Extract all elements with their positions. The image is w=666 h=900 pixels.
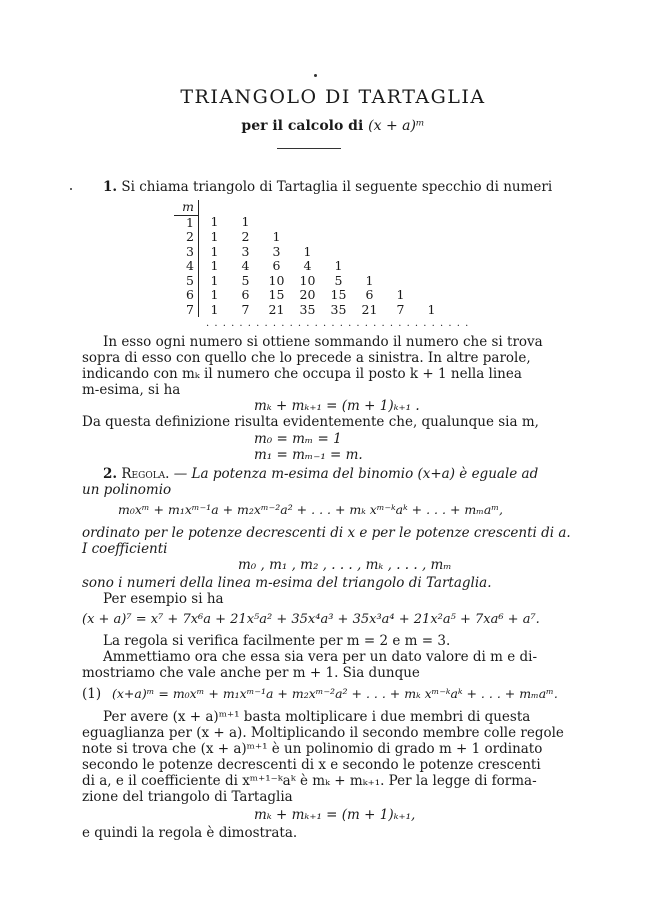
triangle-cell: 1	[365, 272, 374, 288]
triangle-row	[174, 230, 447, 245]
triangle-cell: 1	[210, 229, 219, 244]
paragraph-line: mostriamo che vale anche per m + 1. Sia dunque	[82, 665, 420, 681]
paragraph-line: In esso ogni numero si ottiene sommando il numero che si trova	[103, 334, 543, 350]
triangle-row	[174, 259, 447, 274]
paragraph-line: La regola si verifica facilmente per m = 2 e m = 3.	[103, 633, 451, 649]
triangle-cell: 7	[396, 301, 405, 317]
paragraph-line: Per avere (x + a)ᵐ⁺¹ basta moltiplicare i due membri di questa	[103, 709, 531, 725]
subtitle-prefix: per il calcolo di	[241, 118, 364, 134]
triangle-row	[174, 288, 447, 303]
equation: m₀xᵐ + m₁xᵐ⁻¹a + m₂xᵐ⁻²a² + . . . + mₖ xᵐ⁻ᵏaᵏ + . . . + mₘaᵐ,	[118, 502, 504, 517]
section-2-heading	[103, 466, 538, 482]
triangle-row	[174, 215, 447, 230]
triangle-row	[174, 274, 447, 289]
triangle-cell: 1	[334, 258, 343, 273]
triangle-row-index: 7	[174, 303, 199, 318]
triangle-cell	[354, 245, 385, 260]
section-1-intro	[103, 179, 552, 195]
triangle-cell: 1	[241, 214, 250, 230]
paragraph-line: indicando con mₖ il numero che occupa il posto k + 1 nella linea	[82, 366, 522, 382]
equation: m₀ , m₁ , m₂ , . . . , mₖ , . . . , mₘ	[238, 557, 452, 573]
triangle-cell	[416, 274, 447, 289]
triangle-cell: 6	[272, 258, 281, 273]
triangle-cell	[385, 259, 416, 274]
paragraph-line: I coefficienti	[82, 541, 168, 557]
paragraph-line: di a, e il coefficiente di xᵐ⁺¹⁻ᵏaᵏ è mₖ + mₖ₊₁. Per la legge di forma-	[82, 773, 537, 789]
triangle-cell	[354, 215, 385, 230]
triangle-cell	[416, 215, 447, 230]
triangle-cell: 5	[334, 272, 343, 288]
triangle-cell: 1	[210, 243, 219, 259]
triangle-cell	[385, 245, 416, 260]
paragraph-line: zione del triangolo di Tartaglia	[82, 789, 293, 805]
triangle-cell: 4	[241, 258, 250, 273]
triangle-cell: 1	[272, 229, 281, 244]
subtitle-math: (x + a)ᵐ	[368, 118, 425, 134]
equation: (x + a)⁷ = x⁷ + 7x⁶a + 21x⁵a² + 35x⁴a³ + 35x³a⁴ + 21x²a⁵ + 7xa⁶ + a⁷.	[82, 612, 540, 627]
triangle-cell: 1	[427, 301, 436, 317]
triangle-cell: 1	[210, 258, 219, 273]
title-rule	[277, 148, 341, 149]
triangle-cell: 4	[303, 258, 312, 273]
equation: m₀ = mₘ = 1	[254, 431, 342, 447]
decorative-dot	[314, 74, 317, 77]
triangle-cell: 6	[365, 287, 374, 302]
paragraph-line: Per esempio si ha	[103, 591, 224, 607]
triangle-cell	[323, 245, 354, 260]
section-2-title: Regola.	[121, 466, 170, 482]
triangle-cell	[292, 230, 323, 245]
page-subtitle	[0, 118, 666, 134]
triangle-row	[174, 245, 447, 260]
paragraph-line: sono i numeri della linea m-esima del triangolo di Tartaglia.	[82, 575, 492, 591]
equation: mₖ + mₖ₊₁ = (m + 1)ₖ₊₁ .	[254, 398, 420, 414]
triangle-cell: 5	[241, 272, 250, 288]
triangle-row-index: 1	[174, 215, 199, 230]
paragraph-line: sopra di esso con quello che lo precede a sinistra. In altre parole,	[82, 350, 531, 366]
triangle-cell: 7	[241, 301, 250, 317]
triangle-cell: 1	[210, 287, 219, 302]
triangle-cell: 2	[241, 229, 250, 244]
equation: mₖ + mₖ₊₁ = (m + 1)ₖ₊₁,	[254, 807, 416, 823]
equation: m₁ = mₘ₋₁ = m.	[254, 447, 363, 463]
margin-dot	[70, 188, 72, 190]
triangle-row-index: 5	[174, 274, 199, 289]
paragraph-line: ordinato per le potenze decrescenti di x e per le potenze crescenti di a.	[82, 525, 571, 541]
equation: (x+a)ᵐ = m₀xᵐ + m₁xᵐ⁻¹a + m₂xᵐ⁻²a² + . . . + mₖ xᵐ⁻ᵏaᵏ + . . . + mₘaᵐ.	[112, 686, 558, 701]
section-2-number: 2.	[103, 466, 118, 482]
triangle-cell: 1	[396, 287, 405, 302]
triangle-row-index: 2	[174, 230, 199, 245]
triangle-cell	[416, 230, 447, 245]
triangle-cell: 1	[210, 272, 219, 288]
triangle-cell	[323, 215, 354, 230]
paragraph-line: Ammettiamo ora che essa sia vera per un dato valore di m e di-	[103, 649, 538, 665]
triangle-cell	[292, 215, 323, 230]
tartaglia-triangle	[174, 200, 448, 317]
triangle-cell	[261, 215, 292, 230]
triangle-col-header: m	[174, 200, 199, 215]
triangle-cell: 15	[268, 287, 285, 302]
equation-label: (1)	[82, 686, 102, 702]
triangle-header-row	[174, 200, 447, 215]
triangle-cell	[416, 259, 447, 274]
paragraph-line: e quindi la regola è dimostrata.	[82, 825, 298, 841]
triangle-cell: 10	[299, 272, 316, 288]
triangle-cell: 21	[361, 301, 378, 317]
triangle-cell	[323, 230, 354, 245]
paragraph-line: eguaglianza per (x + a). Moltiplicando il secondo membre colle regole	[82, 725, 564, 741]
triangle-cell: 15	[330, 287, 347, 302]
triangle-cell	[354, 259, 385, 274]
triangle-cell: 35	[330, 301, 347, 317]
triangle-row-index: 4	[174, 259, 199, 274]
triangle-cell: 21	[268, 301, 285, 317]
paragraph-line: note si trova che (x + a)ᵐ⁺¹ è un polinomio di grado m + 1 ordinato	[82, 741, 543, 757]
triangle-cell: 35	[299, 301, 316, 317]
triangle-cell	[385, 230, 416, 245]
page-title: TRIANGOLO DI TARTAGLIA	[180, 86, 486, 108]
paragraph-line: un polinomio	[82, 482, 172, 498]
triangle-cell	[354, 230, 385, 245]
section-1-text: Si chiama triangolo di Tartaglia il seguente specchio di numeri	[121, 179, 553, 195]
triangle-cell	[416, 288, 447, 303]
paragraph-line: secondo le potenze decrescenti di x e secondo le potenze crescenti	[82, 757, 541, 773]
section-1-number: 1.	[103, 179, 118, 195]
triangle-row-index: 3	[174, 245, 199, 260]
triangle-cell: 1	[210, 214, 219, 230]
triangle-cell: 1	[303, 243, 312, 259]
triangle-cell	[385, 215, 416, 230]
triangle-cell: 3	[241, 243, 250, 259]
triangle-cell: 1	[210, 301, 219, 317]
triangle-cell: 3	[272, 243, 281, 259]
triangle-ellipsis: . . . . . . . . . . . . . . . . . . . . . . . . . . . . . . . .	[206, 318, 470, 329]
triangle-row-index: 6	[174, 288, 199, 303]
section-2-text: — La potenza m-esima del binomio (x+a) è eguale ad	[173, 466, 539, 482]
paragraph-line: m-esima, si ha	[82, 382, 181, 398]
triangle-cell: 6	[241, 287, 250, 302]
triangle-row	[174, 303, 447, 318]
paragraph-line: Da questa definizione risulta evidentemente che, qualunque sia m,	[82, 414, 539, 430]
triangle-cell	[416, 245, 447, 260]
triangle-cell: 20	[299, 287, 316, 302]
triangle-cell	[385, 274, 416, 289]
triangle-cell: 10	[268, 272, 285, 288]
